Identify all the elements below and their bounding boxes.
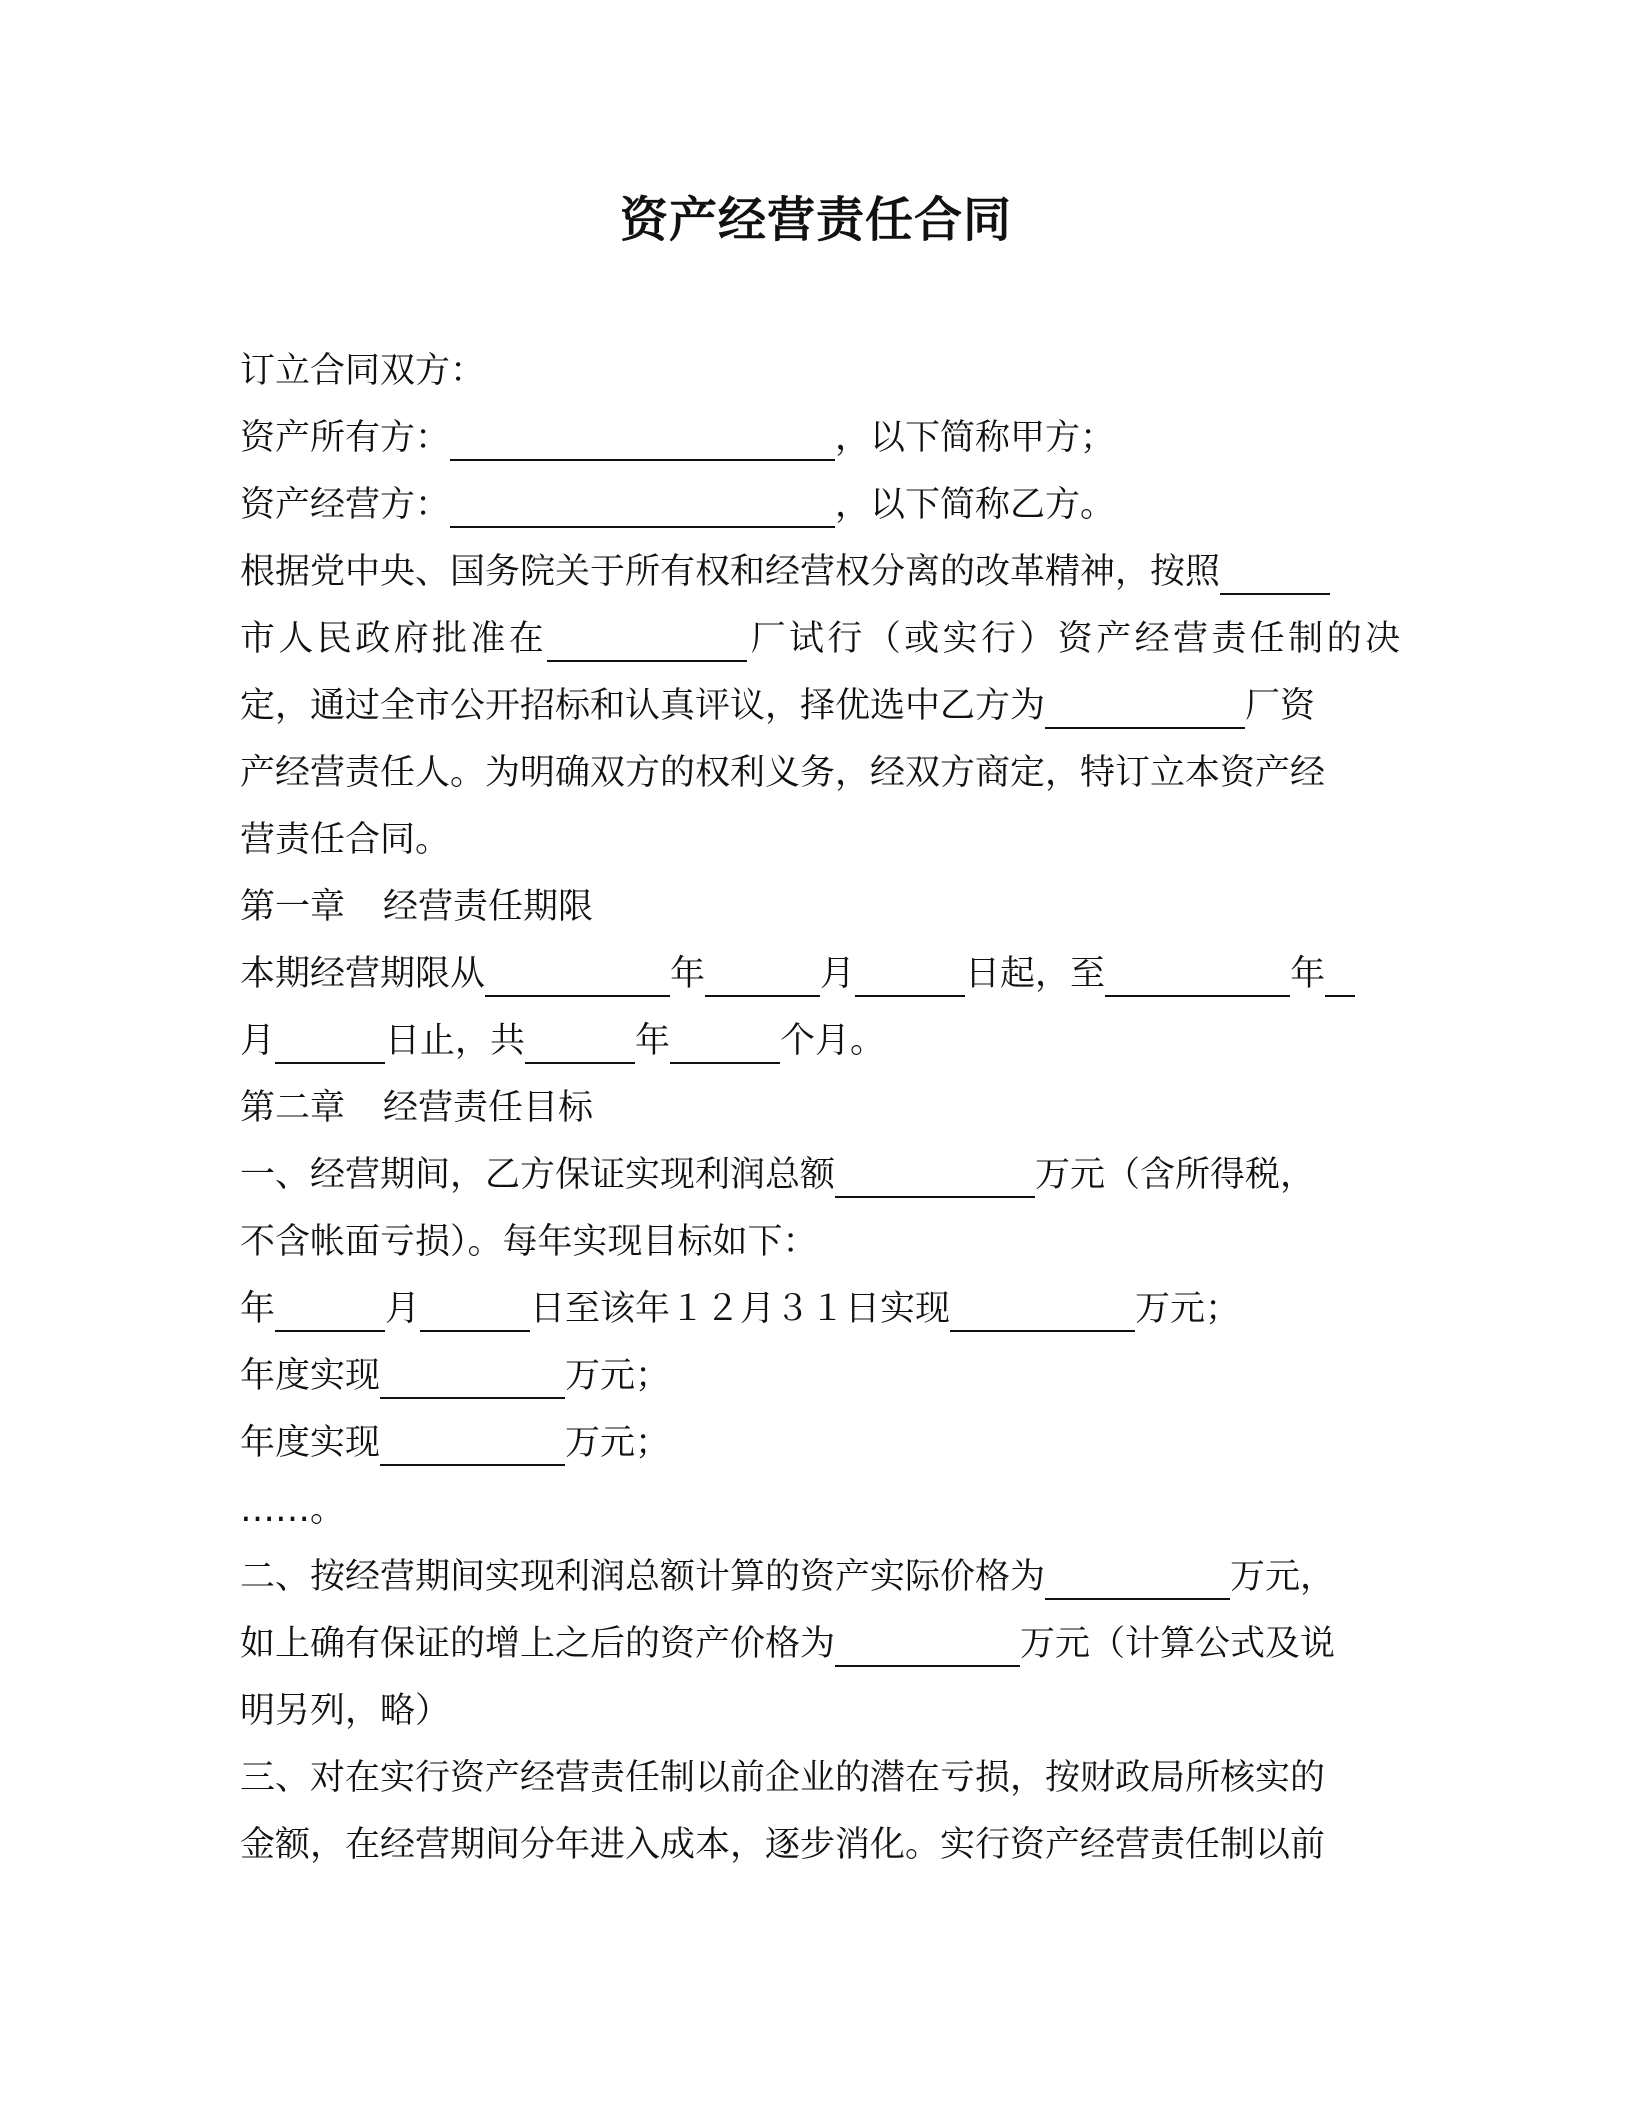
loss-line-1: 三、对在实行资产经营责任制以前企业的潜在亏损，按财政局所核实的 [240, 1758, 1326, 1798]
start-year-blank[interactable] [485, 949, 670, 997]
city-blank[interactable] [1220, 547, 1330, 595]
start-day-blank[interactable] [855, 949, 965, 997]
yearly-target-1: 年 月 日至该年１２月３１日实现 万元； [240, 1276, 1400, 1343]
profit-line-2: 不含帐面亏损）。每年实现目标如下： [240, 1222, 818, 1262]
owner-blank[interactable] [450, 413, 835, 461]
operator-line: 资产经营方： ，以下简称乙方。 [240, 472, 1400, 539]
factory-blank[interactable] [547, 614, 747, 662]
total-months-blank[interactable] [670, 1016, 780, 1064]
factory-name-blank[interactable] [1045, 681, 1245, 729]
end-year-blank[interactable] [1105, 949, 1290, 997]
target-day-blank[interactable] [420, 1284, 530, 1332]
increased-price-blank[interactable] [835, 1619, 1020, 1667]
term-line-2: 月 日止，共 年 个月。 [240, 1008, 1400, 1075]
preamble-line-5: 营责任合同。 [240, 820, 451, 860]
loss-line-2: 金额，在经营期间分年进入成本，逐步消化。实行资产经营责任制以前 [240, 1825, 1326, 1865]
actual-price-blank[interactable] [1045, 1552, 1230, 1600]
third-year-amount-blank[interactable] [380, 1418, 565, 1466]
chapter-1-heading: 第一章 经营责任期限 [240, 887, 594, 927]
preamble-line-2: 市人民政府批准在 厂试行（或实行）资产经营责任制的决 [240, 606, 1400, 673]
ellipsis-line: ……。 [240, 1490, 346, 1530]
total-years-blank[interactable] [525, 1016, 635, 1064]
end-day-blank[interactable] [275, 1016, 385, 1064]
chapter-2-heading: 第二章 经营责任目标 [240, 1088, 594, 1128]
start-month-blank[interactable] [705, 949, 820, 997]
parties-heading: 订立合同双方： [240, 351, 486, 391]
asset-price-line-1: 二、按经营期间实现利润总额计算的资产实际价格为 万元， [240, 1544, 1400, 1611]
operator-blank[interactable] [450, 480, 835, 528]
owner-line: 资产所有方： ，以下简称甲方； [240, 405, 1400, 472]
preamble-line-1: 根据党中央、国务院关于所有权和经营权分离的改革精神，按照 [240, 539, 1400, 606]
second-year-amount-blank[interactable] [380, 1351, 565, 1399]
document-title: 资产经营责任合同 [619, 192, 1012, 248]
contract-body [240, 338, 1400, 1879]
asset-price-line-2: 如上确有保证的增上之后的资产价格为 万元（计算公式及说 [240, 1611, 1400, 1678]
total-profit-blank[interactable] [835, 1150, 1035, 1198]
profit-line-1: 一、经营期间，乙方保证实现利润总额 万元（含所得税， [240, 1142, 1400, 1209]
yearly-target-3: 年度实现 万元； [240, 1410, 1400, 1477]
target-month-blank[interactable] [275, 1284, 385, 1332]
end-month-blank[interactable] [1325, 949, 1355, 997]
term-line-1: 本期经营期限从 年 月 日起，至 年 [240, 941, 1400, 1008]
first-year-amount-blank[interactable] [950, 1284, 1135, 1332]
preamble-line-3: 定，通过全市公开招标和认真评议，择优选中乙方为 厂资 [240, 673, 1400, 740]
preamble-line-4: 产经营责任人。为明确双方的权利义务，经双方商定，特订立本资产经 [240, 753, 1326, 793]
yearly-target-2: 年度实现 万元； [240, 1343, 1400, 1410]
asset-price-line-3: 明另列，略） [240, 1691, 451, 1731]
